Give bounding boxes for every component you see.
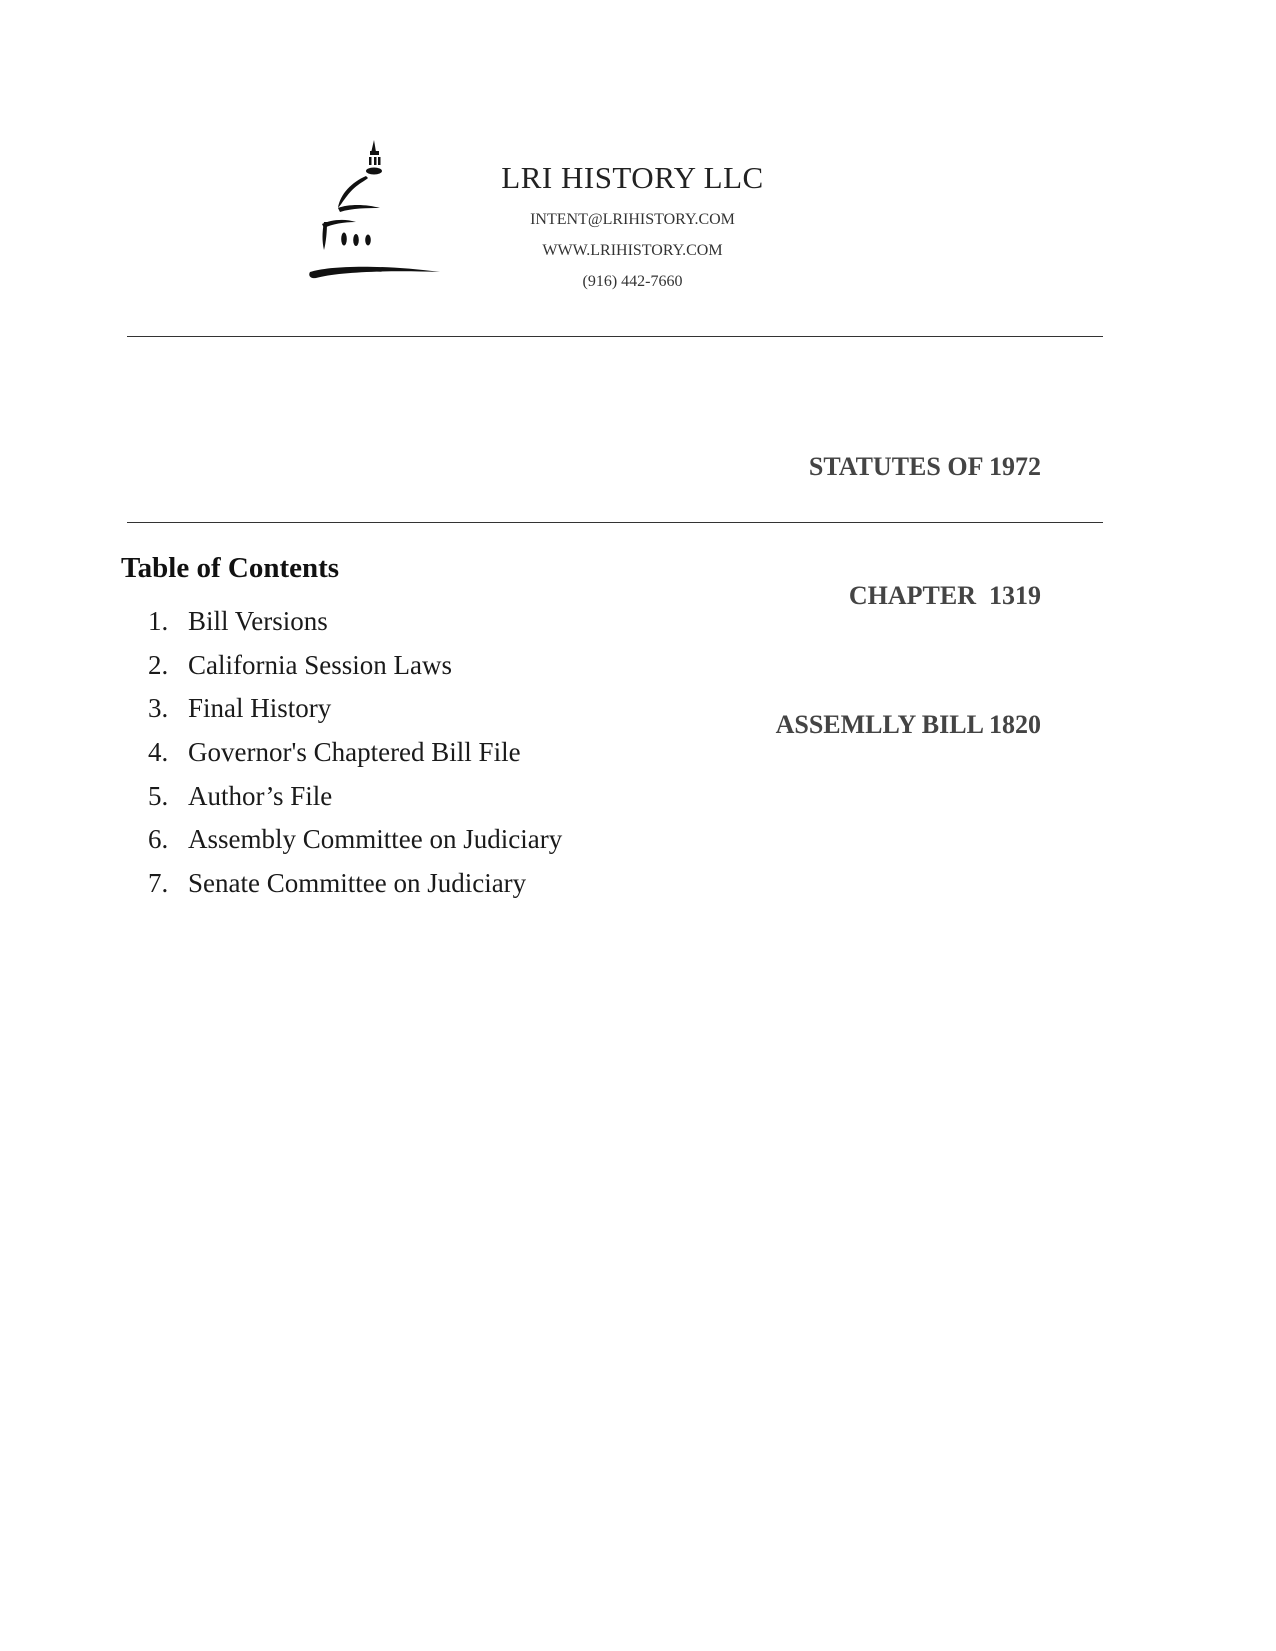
top-divider (127, 336, 1103, 337)
toc-item-label: Bill Versions (188, 606, 328, 636)
company-email: INTENT@LRIHISTORY.COM (530, 211, 735, 228)
statute-block (776, 359, 1041, 789)
toc-item-number: 3. (148, 693, 169, 724)
toc-item-label: Author’s File (188, 780, 333, 811)
company-info (480, 158, 785, 297)
company-website: WWW.LRIHISTORY.COM (542, 242, 723, 259)
toc-item-label: California Session Laws (188, 649, 452, 680)
toc-item-number: 7. (148, 868, 169, 899)
toc-item-number: 4. (148, 737, 169, 768)
toc-item-number: 6. (148, 824, 169, 855)
statute-chapter: CHAPTER 1319 (848, 581, 1041, 610)
capitol-dome-logo (308, 138, 448, 298)
statute-year: STATUTES OF 1972 (808, 452, 1041, 481)
toc-item-label: Final History (188, 693, 332, 724)
toc-title: Table of Contents (121, 552, 340, 584)
company-name: LRI HISTORY LLC (501, 160, 764, 195)
statute-bill: ASSEMLLY BILL 1820 (775, 710, 1041, 739)
company-phone: (916) 442-7660 (582, 273, 683, 290)
toc-item-label: Senate Committee on Judiciary (188, 868, 527, 899)
toc-item-number: 1. (148, 606, 169, 636)
toc-item-number: 5. (148, 780, 169, 811)
toc-item-label: Governor's Chaptered Bill File (188, 737, 521, 768)
toc-item-label: Assembly Committee on Judiciary (188, 824, 563, 855)
bottom-divider (127, 522, 1103, 523)
toc-item-number: 2. (148, 649, 169, 680)
